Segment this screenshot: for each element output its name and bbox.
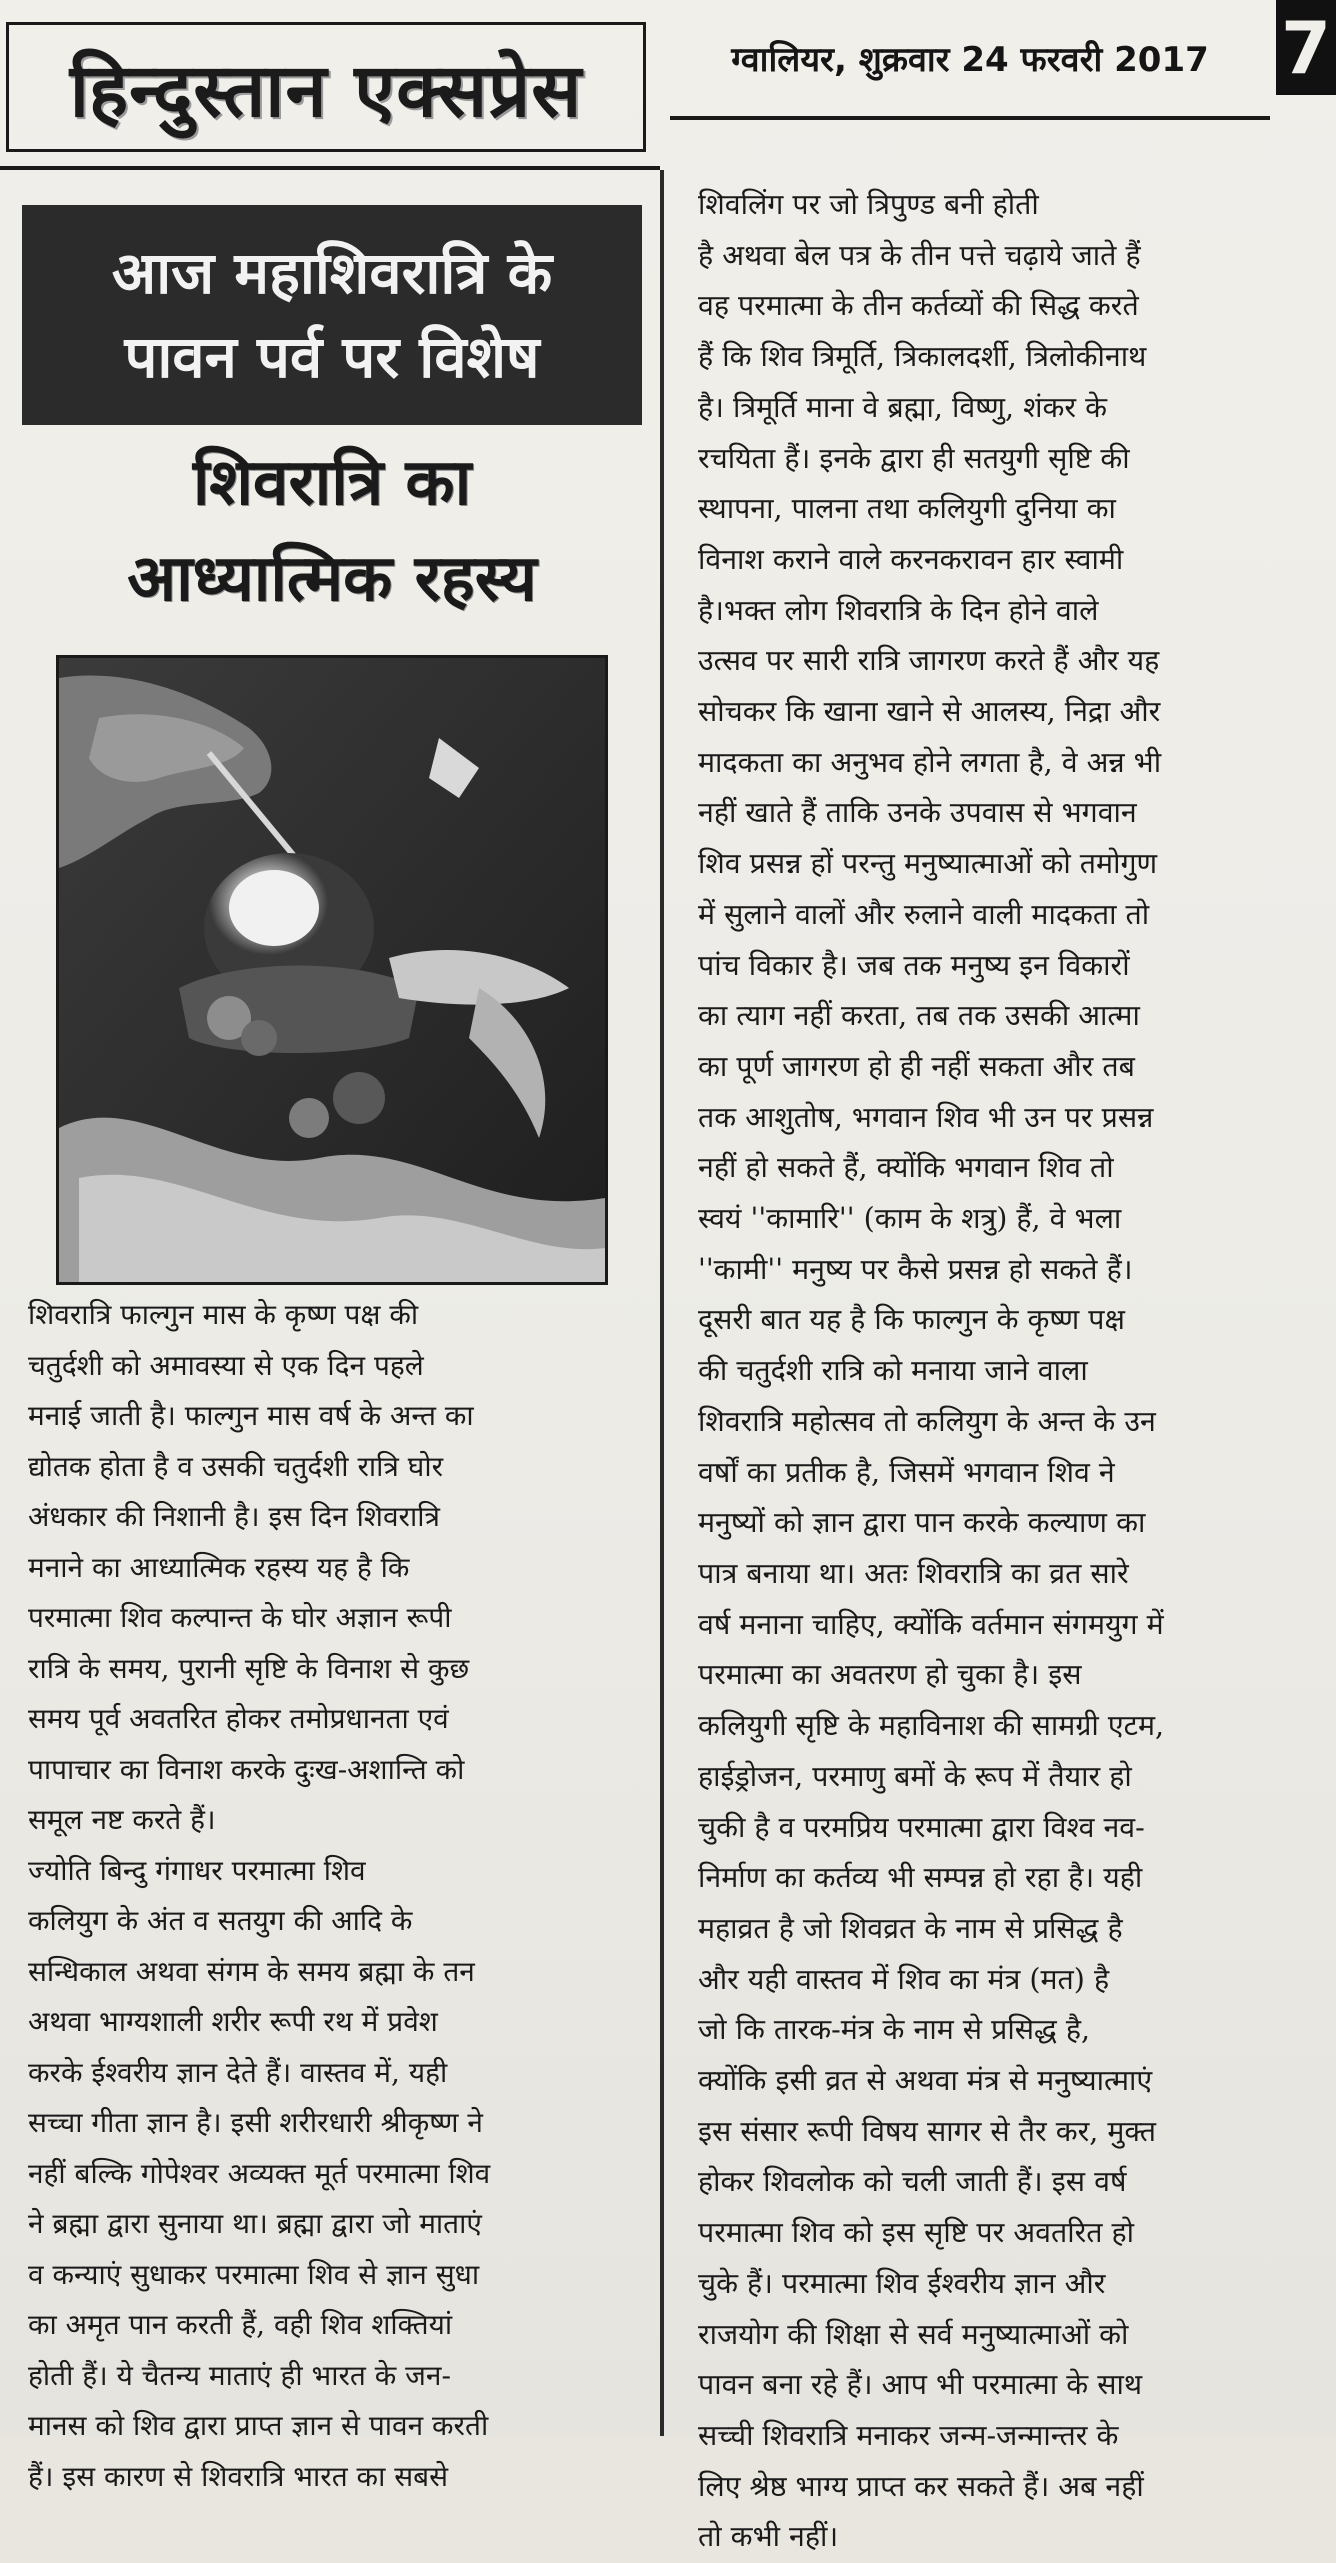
kicker-line-2: पावन पर्व पर विशेष xyxy=(124,323,540,391)
left-column-body xyxy=(28,1290,638,2502)
worship-photo-icon xyxy=(56,655,608,1285)
left-paragraph-2: ज्योति बिन्दु गंगाधर परमात्मा शिव कलियुग के अंत व सतयुग की आदि के सन्धिकाल अथवा संगम के समय ब्रह्मा के तन अथवा भाग्यशाली शरीर रूपी रथ में प्रवेश करके ईश्वरीय ज्ञान देते हैं। वास्तव में, यही सच्चा गीता ज्ञान है। इसी शरीरधारी श्रीकृष्ण ने नहीं बल्कि गोपेश्वर अव्यक्त मूर्त परमात्मा शिव ने ब्रह्मा द्वारा सुनाया था। ब्रह्मा द्वारा जो माताएं व कन्याएं सुधाकर परमात्मा शिव से ज्ञान सुधा का अमृत पान करती हैं, वही शिव शक्तियां होती हैं। ये चैतन्य माताएं ही भारत के जन- मानस को शिव द्वारा प्राप्त ज्ञान से पावन करती हैं। इस कारण से शिवरात्रि भारत का सबसे xyxy=(28,1853,491,2493)
masthead xyxy=(0,0,660,170)
headline-line-2: आध्यात्मिक रहस्य xyxy=(127,542,537,616)
dateline-text: ग्वालियर, शुक्रवार 24 फरवरी 2017 xyxy=(731,40,1209,80)
article-headline xyxy=(22,435,642,627)
dateline xyxy=(670,0,1270,120)
right-column-body xyxy=(698,180,1318,2563)
newspaper-name: हिन्दुस्तान एक्सप्रेस xyxy=(69,47,583,134)
column-divider xyxy=(660,170,664,2436)
right-paragraph-1: शिवलिंग पर जो त्रिपुण्ड बनी होती है अथवा बेल पत्र के तीन पत्ते चढ़ाये जाते हैं वह परमात्मा के तीन कर्तव्यों की सिद्ध करते हैं कि शिव त्रिमूर्ति, त्रिकालदर्शी, त्रिलोकीनाथ है। त्रिमूर्ति माना वे ब्रह्मा, विष्णु, शंकर के रचयिता हैं। इनके द्वारा ही सतयुगी सृष्टि की स्थापना, पालना तथा कलियुगी दुनिया का विनाश कराने वाले करनकरावन हार स्वामी है।भक्त लोग शिवरात्रि के दिन होने वाले उत्सव पर सारी रात्रि जागरण करते हैं और यह सोचकर कि खाना खाने से आलस्य, निद्रा और मादकता का अनुभव होने लगता है, वे अन्न भी नहीं खाते हैं ताकि उनके उपवास से भगवान शिव प्रसन्न हों परन्तु मनुष्यात्माओं को तमोगुण में सुलाने वालों और रुलाने वाली मादकता तो पांच विकार है। जब तक मनुष्य इन विकारों का त्याग नहीं करता, तब तक उसकी आत्मा का पूर्ण जागरण हो ही नहीं सकता और तब तक आशुतोष, भगवान शिव भी उन पर प्रसन्न नहीं हो सकते हैं, क्योंकि भगवान शिव तो स्वयं ''कामारि'' (काम के शत्रु) हैं, वे भला ''कामी'' मनुष्य पर कैसे प्रसन्न हो सकते हैं। दूसरी बात यह है कि फाल्गुन के कृष्ण पक्ष की चतुर्दशी रात्रि को मनाया जाने वाला शिवरात्रि महोत्सव तो कलियुग के अन्त के उन वर्षों का प्रतीक है, जिसमें भगवान शिव ने मनुष्यों को ज्ञान द्वारा पान करके कल्याण का पात्र बनाया था। अतः शिवरात्रि का व्रत सारे वर्ष मनाना चाहिए, क्योंकि वर्तमान संगमयुग में परमात्मा का अवतरण हो चुका है। इस कलियुगी सृष्टि के महाविनाश की सामग्री एटम, हाईड्रोजन, परमाणु बमों के रूप में तैयार हो चुकी है व परमप्रिय परमात्मा द्वारा विश्व नव- निर्माण का कर्तव्य भी सम्पन्न हो रहा है। यही महाव्रत है जो शिवव्रत के नाम से प्रसिद्ध है और यही वास्तव में शिव का मंत्र (मत) है जो कि तारक-मंत्र के नाम से प्रसिद्ध है, क्योंकि इसी व्रत से अथवा मंत्र से मनुष्यात्माएं इस संसार रूपी विषय सागर से तैर कर, मुक्त होकर शिवलोक को चली जाती हैं। इस वर्ष परमात्मा शिव को इस सृष्टि पर अवतरित हो चुके हैं। परमात्मा शिव ईश्वरीय ज्ञान और राजयोग की शिक्षा से सर्व मनुष्यात्माओं को पावन बना रहे हैं। आप भी परमात्मा के साथ सच्ची शिवरात्रि मनाकर जन्म-जन्मान्तर के लिए श्रेष्ठ भाग्य प्राप्त कर सकते हैं। अब नहीं तो कभी नहीं। xyxy=(698,188,1165,2554)
kicker-banner xyxy=(22,205,642,425)
headline-line-1: शिवरात्रि का xyxy=(192,446,472,520)
page-number: 7 xyxy=(1276,0,1336,95)
kicker-line-1: आज महाशिवरात्रि के xyxy=(111,239,553,307)
masthead-box xyxy=(6,22,646,152)
left-paragraph-1: शिवरात्रि फाल्गुन मास के कृष्ण पक्ष की चतुर्दशी को अमावस्या से एक दिन पहले मनाई जाती है। फाल्गुन मास वर्ष के अन्त का द्योतक होता है व उसकी चतुर्दशी रात्रि घोर अंधकार की निशानी है। इस दिन शिवरात्रि मनाने का आध्यात्मिक रहस्य यह है कि परमात्मा शिव कल्पान्त के घोर अज्ञान रूपी रात्रि के समय, पुरानी सृष्टि के विनाश से कुछ समय पूर्व अवतरित होकर तमोप्रधानता एवं पापाचार का विनाश करके दुःख-अशान्ति को समूल नष्ट करते हैं। xyxy=(28,1298,474,1836)
